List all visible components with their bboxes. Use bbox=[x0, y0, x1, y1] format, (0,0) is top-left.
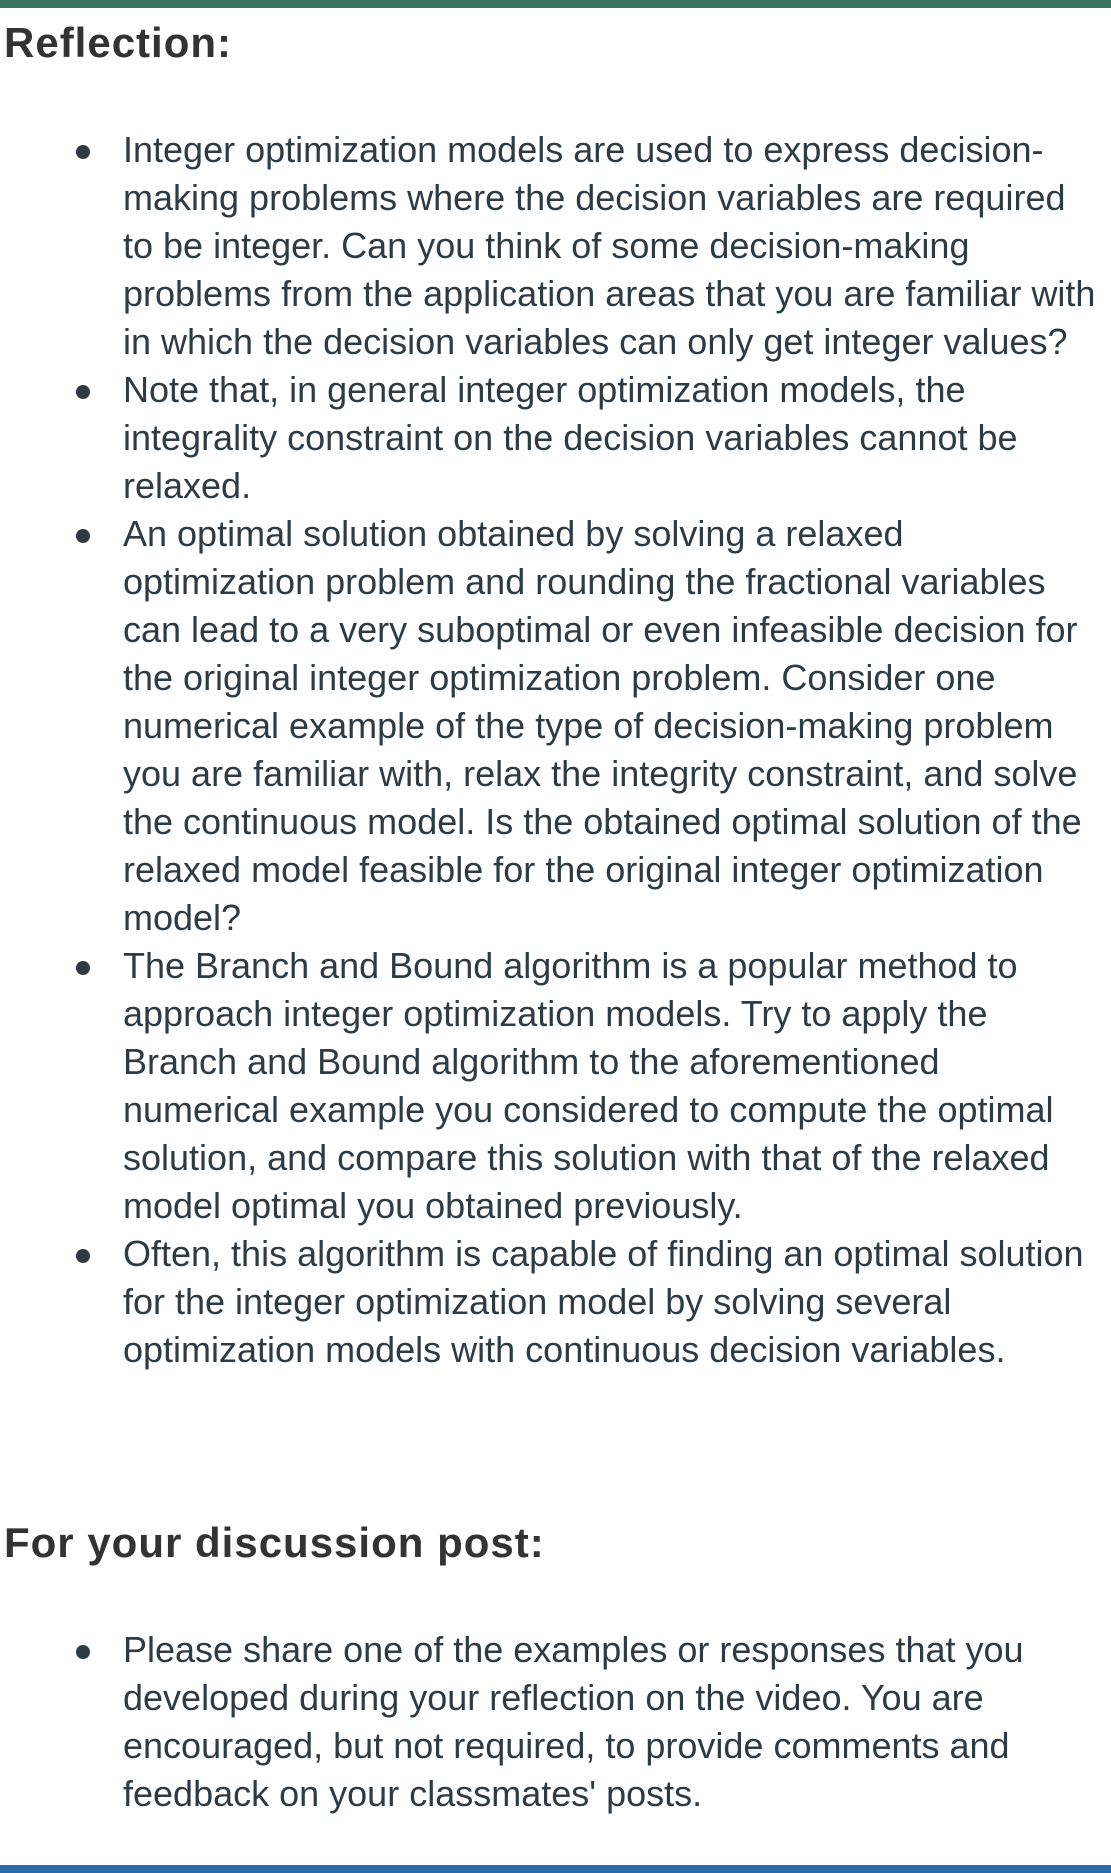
top-accent-bar bbox=[0, 0, 1111, 8]
list-item: Integer optimization models are used to express decision-making problems where the decision variables are required to be integer. Can you think of some decision-making problems from the application areas that you are familiar with in which the decision variables can only get integer values? bbox=[0, 126, 1111, 366]
list-item: An optimal solution obtained by solving a relaxed optimization problem and rounding the fractional variables can lead to a very suboptimal or even infeasible decision for the original integer optimization problem. Consider one numerical example of the type of decision-making problem you are familiar with, relax the integrity constraint, and solve the continuous model. Is the obtained optimal solution of the relaxed model feasible for the original integer optimization model? bbox=[0, 510, 1111, 942]
discussion-heading: For your discussion post: bbox=[4, 1519, 545, 1566]
bottom-accent-bar bbox=[0, 1865, 1111, 1873]
list-item: The Branch and Bound algorithm is a popular method to approach integer optimization models. Try to apply the Branch and Bound algorithm to the aforementioned numerical example you considered to compute the optimal solution, and compare this solution with that of the relaxed model optimal you obtained previously. bbox=[0, 942, 1111, 1230]
reflection-list bbox=[0, 126, 1111, 1374]
reflection-heading: Reflection: bbox=[4, 19, 233, 66]
list-item: Often, this algorithm is capable of finding an optimal solution for the integer optimization model by solving several optimization models with continuous decision variables. bbox=[0, 1230, 1111, 1374]
list-item: Note that, in general integer optimization models, the integrality constraint on the decision variables cannot be relaxed. bbox=[0, 366, 1111, 510]
list-item: Please share one of the examples or responses that you developed during your reflection on the video. You are encouraged, but not required, to provide comments and feedback on your classmates' posts. bbox=[0, 1626, 1111, 1818]
discussion-list bbox=[0, 1626, 1111, 1818]
